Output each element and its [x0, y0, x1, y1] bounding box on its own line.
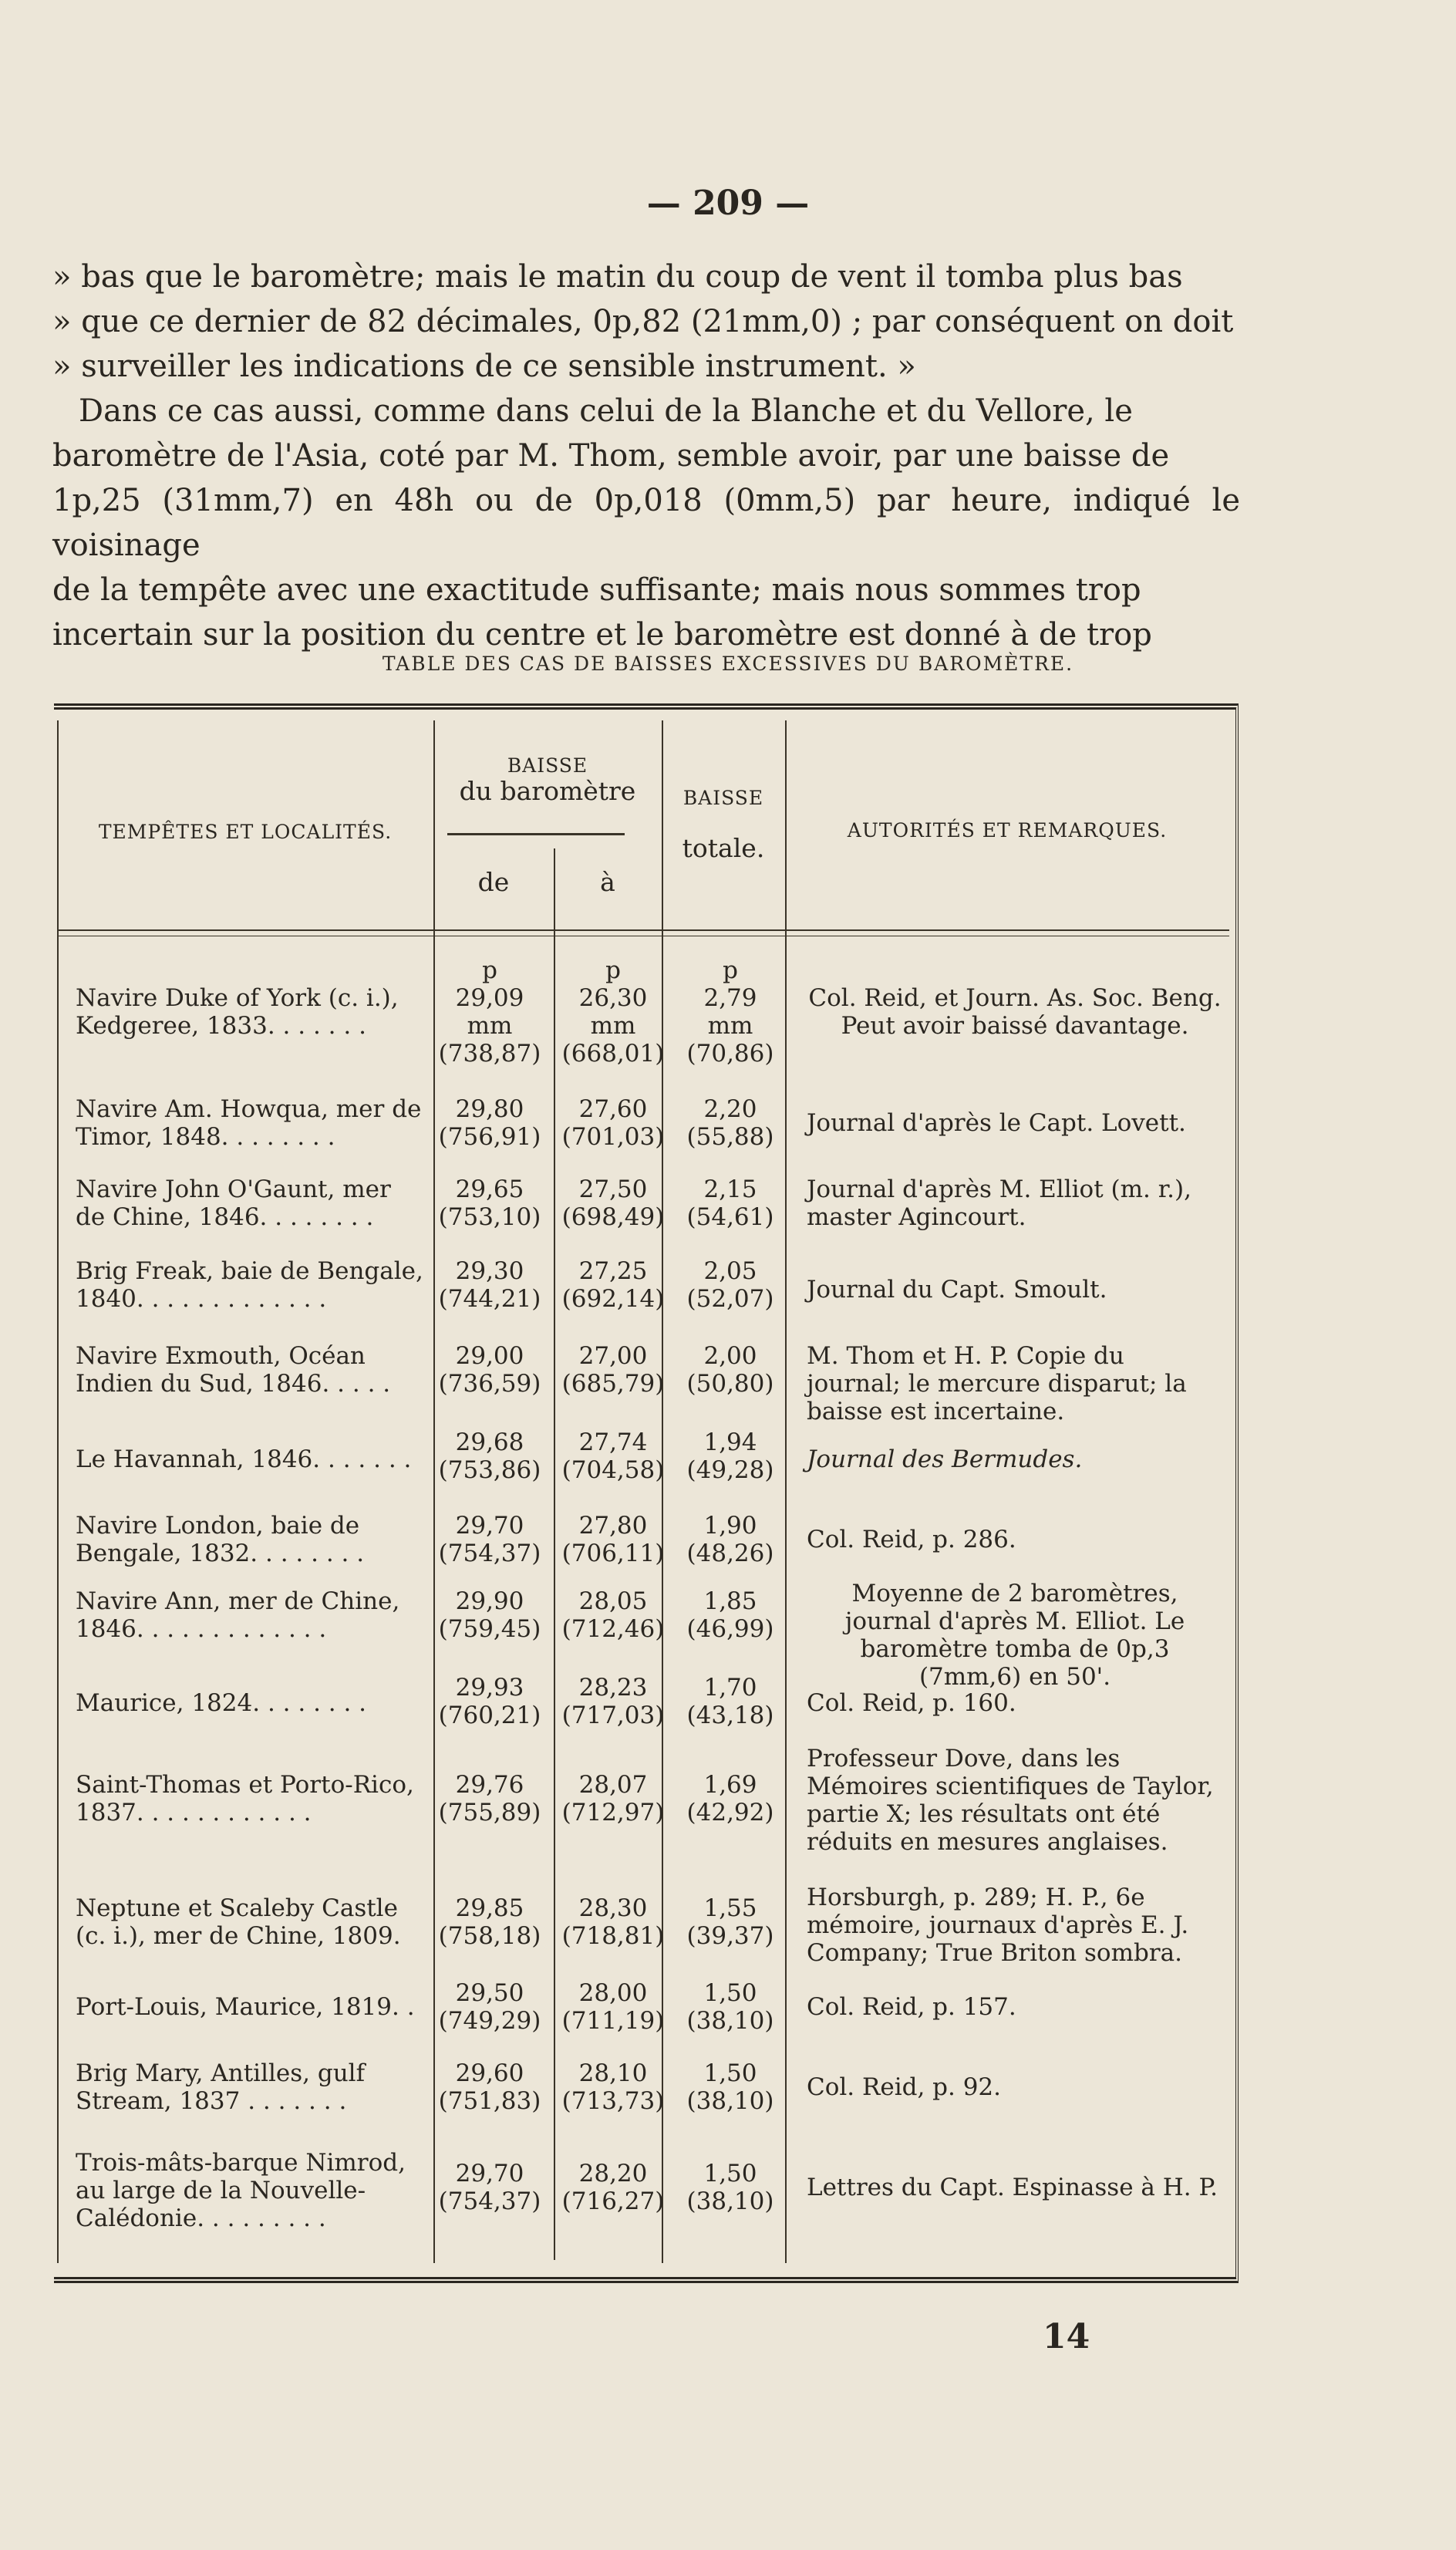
storm-cell: Brig Mary, Antilles, gulf Stream, 1837 . . . . . . .: [76, 2059, 366, 2115]
value-mm: (738,87): [438, 1040, 541, 1068]
value-p: 1,69: [703, 1771, 757, 1799]
a-cell: [555, 1979, 671, 2035]
total-cell: [672, 1175, 788, 1231]
value-p: 28,05: [578, 1587, 648, 1615]
value-mm: (70,86): [686, 1040, 774, 1068]
total-cell: [672, 1894, 788, 1950]
value-p: 2,00: [703, 1342, 757, 1370]
text-line: » surveiller les indications de ce sensible instrument. »: [52, 349, 916, 384]
text-line: incertain sur la position du centre et le baromètre est donné à de trop: [52, 617, 1152, 653]
header-baisse: BAISSE: [507, 754, 588, 777]
value-p: 29,60: [455, 2059, 524, 2087]
value-p: 29,93: [455, 1674, 524, 1702]
header-storms: TEMPÊTES ET LOCALITÉS.: [98, 821, 393, 843]
column-divider: [57, 720, 59, 2263]
value-p: 29,70: [455, 2160, 524, 2187]
de-cell: [432, 2160, 548, 2215]
value-mm: (701,03): [561, 1123, 665, 1151]
unit-mm: mm: [707, 1012, 753, 1040]
value-p: 29,65: [455, 1175, 524, 1203]
total-cell: [672, 1342, 788, 1398]
text-line: de la tempête avec une exactitude suffisante; mais nous sommes trop: [52, 572, 1141, 608]
value-mm: (698,49): [561, 1203, 665, 1231]
de-cell: [432, 1342, 548, 1398]
value-p: 27,00: [578, 1342, 648, 1370]
a-cell: [555, 1175, 671, 1231]
value-p: 27,60: [578, 1095, 648, 1123]
value-mm: (753,86): [438, 1456, 541, 1484]
value-p: 2,79: [703, 984, 757, 1012]
value-p: 27,25: [578, 1257, 648, 1285]
total-cell: [672, 1257, 788, 1313]
value-p: 27,50: [578, 1175, 648, 1203]
storm-cell: Brig Freak, baie de Bengale, 1840. . . . . . . . . . . . .: [76, 1257, 423, 1313]
de-cell: [432, 1257, 548, 1313]
remark-cell: Journal d'après le Capt. Lovett.: [807, 1109, 1186, 1137]
value-p: 29,76: [455, 1771, 524, 1799]
value-mm: (43,18): [686, 1702, 774, 1729]
value-mm: (38,10): [686, 2007, 774, 2035]
value-mm: (759,45): [438, 1615, 541, 1643]
value-p: 1,85: [703, 1587, 757, 1615]
value-mm: (685,79): [561, 1370, 665, 1398]
value-p: 1,90: [703, 1512, 757, 1540]
value-p: 1,70: [703, 1674, 757, 1702]
value-mm: (749,29): [438, 2007, 541, 2035]
value-mm: (712,46): [561, 1615, 665, 1643]
text-line: » bas que le baromètre; mais le matin du coup de vent il tomba plus bas: [52, 259, 1183, 295]
body-text: [52, 255, 1240, 657]
value-mm: (668,01): [561, 1040, 665, 1068]
header-brace: [447, 833, 625, 835]
value-mm: (52,07): [686, 1285, 774, 1313]
value-p: 29,70: [455, 1512, 524, 1540]
value-p: 26,30: [578, 984, 648, 1012]
a-cell: [555, 1257, 671, 1313]
a-cell: [555, 984, 671, 1068]
value-mm: (38,10): [686, 2087, 774, 2115]
de-cell: [432, 1512, 548, 1567]
total-cell: [672, 2059, 788, 2115]
value-p: 28,07: [578, 1771, 648, 1799]
storm-cell: Port-Louis, Maurice, 1819. .: [76, 1993, 415, 2021]
total-cell: [672, 1428, 788, 1484]
remark-cell: Col. Reid, p. 286.: [807, 1526, 1016, 1553]
de-cell: [432, 1428, 548, 1484]
value-mm: (50,80): [686, 1370, 774, 1398]
value-p: 1,55: [703, 1894, 757, 1922]
value-mm: (736,59): [438, 1370, 541, 1398]
total-cell: [672, 1095, 788, 1151]
value-p: 2,15: [703, 1175, 757, 1203]
value-mm: (46,99): [686, 1615, 774, 1643]
de-cell: [432, 1979, 548, 2035]
storm-cell: Maurice, 1824. . . . . . . .: [76, 1689, 367, 1717]
value-mm: (716,27): [561, 2187, 665, 2215]
text-line: 1p,25 (31mm,7) en 48h ou de 0p,018 (0mm,5) par heure, indiqué le voisinage: [52, 483, 1240, 563]
value-p: 27,80: [578, 1512, 648, 1540]
a-cell: [555, 1771, 671, 1826]
de-cell: [432, 1175, 548, 1231]
value-mm: (754,37): [438, 2187, 541, 2215]
de-cell: [432, 1894, 548, 1950]
remark-cell: Journal des Bermudes.: [807, 1445, 1083, 1473]
de-cell: [432, 1095, 548, 1151]
remark-cell: Journal d'après M. Elliot (m. r.), master Agincourt.: [807, 1175, 1191, 1231]
unit-mm: mm: [590, 1012, 636, 1040]
value-p: 1,50: [703, 2059, 757, 2087]
value-mm: (717,03): [561, 1702, 665, 1729]
value-p: 29,00: [455, 1342, 524, 1370]
a-cell: [555, 2160, 671, 2215]
value-p: 27,74: [578, 1428, 648, 1456]
a-cell: [555, 1342, 671, 1398]
remark-cell: Lettres du Capt. Espinasse à H. P.: [807, 2174, 1218, 2201]
unit-de: p: [482, 956, 497, 984]
header-de: de: [477, 867, 510, 897]
value-p: 2,05: [703, 1257, 757, 1285]
storm-cell: Navire London, baie de Bengale, 1832. . . . . . . .: [76, 1512, 365, 1567]
value-mm: (692,14): [561, 1285, 665, 1313]
a-cell: [555, 1587, 671, 1643]
a-cell: [555, 1674, 671, 1729]
value-p: 29,30: [455, 1257, 524, 1285]
text-line: » que ce dernier de 82 décimales, 0p,82 (21mm,0) ; par conséquent on doit: [52, 304, 1234, 339]
de-cell: [432, 1587, 548, 1643]
signature-mark: 14: [1043, 2317, 1090, 2356]
total-cell: [672, 984, 788, 1068]
a-cell: [555, 2059, 671, 2115]
value-mm: (760,21): [438, 1702, 541, 1729]
remark-cell: Col. Reid, p. 157.: [807, 1993, 1016, 2021]
storm-cell: Neptune et Scaleby Castle (c. i.), mer de Chine, 1809.: [76, 1894, 401, 1950]
value-p: 1,94: [703, 1428, 757, 1456]
storm-cell: Navire John O'Gaunt, mer de Chine, 1846. . . . . . . .: [76, 1175, 391, 1231]
value-mm: (38,10): [686, 2187, 774, 2215]
value-mm: (55,88): [686, 1123, 774, 1151]
unit-total: p: [723, 956, 738, 984]
value-p: 1,50: [703, 1979, 757, 2007]
value-p: 28,20: [578, 2160, 648, 2187]
de-cell: [432, 2059, 548, 2115]
value-mm: (48,26): [686, 1540, 774, 1567]
value-mm: (704,58): [561, 1456, 665, 1484]
text-line: Dans ce cas aussi, comme dans celui de la Blanche et du Vellore, le: [79, 393, 1133, 429]
value-p: 29,09: [455, 984, 524, 1012]
value-p: 29,50: [455, 1979, 524, 2007]
total-cell: [672, 2160, 788, 2215]
value-p: 28,10: [578, 2059, 648, 2087]
value-mm: (718,81): [561, 1922, 665, 1950]
value-p: 29,80: [455, 1095, 524, 1123]
storm-cell: Le Havannah, 1846. . . . . . .: [76, 1445, 412, 1473]
unit-mm: mm: [467, 1012, 513, 1040]
table-frame: [54, 703, 1239, 2283]
header-rule: [57, 929, 1229, 931]
value-mm: (42,92): [686, 1799, 774, 1826]
value-mm: (744,21): [438, 1285, 541, 1313]
value-p: 29,90: [455, 1587, 524, 1615]
storm-cell: Navire Duke of York (c. i.), Kedgeree, 1833. . . . . . .: [76, 984, 399, 1040]
a-cell: [555, 1512, 671, 1567]
value-p: 1,50: [703, 2160, 757, 2187]
remark-cell: Col. Reid, p. 160.: [807, 1689, 1016, 1717]
de-cell: [432, 1674, 548, 1729]
remark-cell: Horsburgh, p. 289; H. P., 6e mémoire, journaux d'après E. J. Company; True Briton sombra.: [807, 1884, 1189, 1967]
value-p: 2,20: [703, 1095, 757, 1123]
value-mm: (39,37): [686, 1922, 774, 1950]
total-cell: [672, 1771, 788, 1826]
value-mm: (756,91): [438, 1123, 541, 1151]
value-mm: (751,83): [438, 2087, 541, 2115]
storm-cell: Saint-Thomas et Porto-Rico, 1837. . . . . . . . . . . .: [76, 1771, 414, 1826]
storm-cell: Navire Ann, mer de Chine, 1846. . . . . . . . . . . . .: [76, 1587, 400, 1643]
storm-cell: Trois-mâts-barque Nimrod, au large de la Nouvelle-Calédonie. . . . . . . . .: [76, 2149, 406, 2232]
value-p: 29,68: [455, 1428, 524, 1456]
value-mm: (755,89): [438, 1799, 541, 1826]
header-a: à: [600, 867, 615, 897]
remark-cell: Professeur Dove, dans les Mémoires scientifiques de Taylor, partie X; les résultats ont été réduits en mesures anglaises.: [807, 1745, 1214, 1856]
header-totale: totale.: [682, 833, 765, 863]
remark-cell: Journal du Capt. Smoult.: [807, 1276, 1107, 1304]
remark-cell: Col. Reid, p. 92.: [807, 2073, 1002, 2101]
value-mm: (754,37): [438, 1540, 541, 1567]
value-mm: (713,73): [561, 2087, 665, 2115]
total-cell: [672, 1979, 788, 2035]
value-mm: (49,28): [686, 1456, 774, 1484]
text-line: baromètre de l'Asia, coté par M. Thom, semble avoir, par une baisse de: [52, 438, 1170, 474]
value-p: 29,85: [455, 1894, 524, 1922]
header-baisse-totale: BAISSE: [682, 787, 764, 809]
unit-a: p: [605, 956, 621, 984]
value-p: 28,00: [578, 1979, 648, 2007]
value-mm: (758,18): [438, 1922, 541, 1950]
value-mm: (711,19): [561, 2007, 665, 2035]
header-du-barometre: du baromètre: [459, 776, 636, 806]
storm-cell: Navire Exmouth, Océan Indien du Sud, 1846. . . . .: [76, 1342, 391, 1398]
a-cell: [555, 1894, 671, 1950]
total-cell: [672, 1587, 788, 1643]
remark-cell: Moyenne de 2 baromètres, journal d'après M. Elliot. Le baromètre tomba de 0p,3 (7mm,6) en 50'.: [844, 1580, 1185, 1691]
value-mm: (54,61): [686, 1203, 774, 1231]
storm-cell: Navire Am. Howqua, mer de Timor, 1848. . . . . . . .: [76, 1095, 422, 1151]
value-mm: (706,11): [561, 1540, 665, 1567]
value-p: 28,30: [578, 1894, 648, 1922]
table-title: TABLE DES CAS DE BAISSES EXCESSIVES DU BAROMÈTRE.: [382, 653, 1074, 675]
total-cell: [672, 1674, 788, 1729]
remark-cell: M. Thom et H. P. Copie du journal; le mercure disparut; la baisse est incertaine.: [807, 1342, 1187, 1425]
value-mm: (753,10): [438, 1203, 541, 1231]
de-cell: [432, 1771, 548, 1826]
remark-cell: Col. Reid, et Journ. As. Soc. Beng. Peut avoir baissé davantage.: [808, 984, 1222, 1040]
a-cell: [555, 1095, 671, 1151]
value-mm: (712,97): [561, 1799, 665, 1826]
value-p: 28,23: [578, 1674, 648, 1702]
a-cell: [555, 1428, 671, 1484]
page-number: — 209 —: [646, 184, 810, 223]
total-cell: [672, 1512, 788, 1567]
de-cell: [432, 984, 548, 1068]
header-remarks: AUTORITÉS ET REMARQUES.: [847, 819, 1168, 842]
